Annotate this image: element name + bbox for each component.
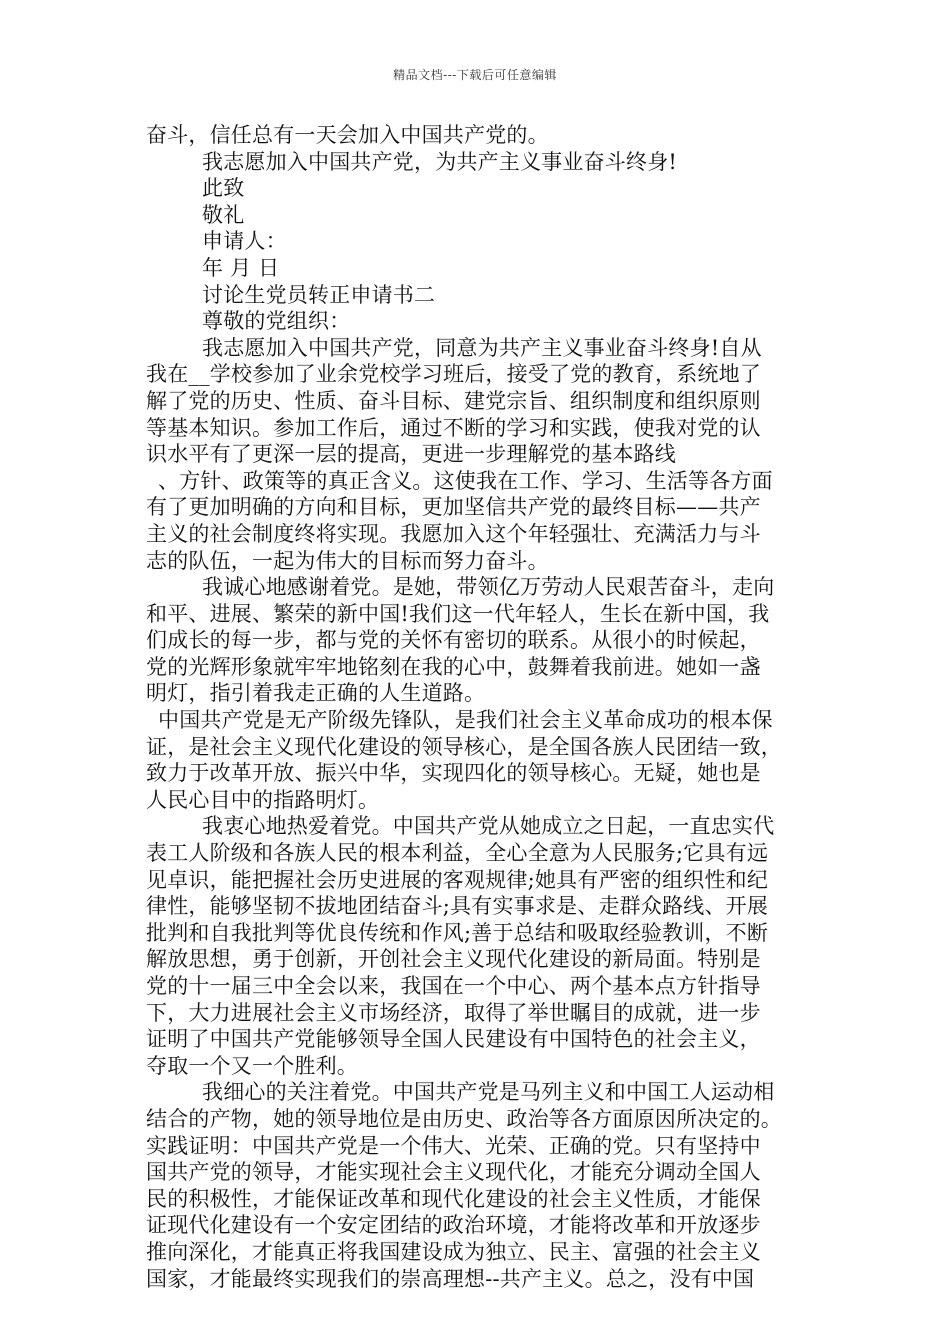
text-line: 主义的社会制度终将实现。我愿加入这个年轻强壮、充满活力与斗 bbox=[146, 521, 761, 546]
text-line: 我在__学校参加了业余党校学习班后，接受了党的教育，系统地了 bbox=[146, 362, 761, 387]
text-line: 等基本知识。参加工作后，通过不断的学习和实践，使我对党的认 bbox=[146, 415, 761, 440]
text-line: 党的十一届三中全会以来，我国在一个中心、两个基本点方针指导 bbox=[146, 974, 761, 998]
text-line: 奋斗，信任总有一天会加入中国共产党的。 bbox=[146, 123, 549, 147]
text-line: 解了党的历史、性质、奋斗目标、建党宗旨、组织制度和组织原则 bbox=[146, 388, 761, 413]
text-line: 年 月 日 bbox=[202, 255, 280, 280]
text-line: 尊敬的党组织： bbox=[202, 309, 351, 334]
text-line: 证现代化建设有一个安定团结的政治环境，才能将改革和开放逐步 bbox=[146, 1213, 761, 1238]
text-line: 下，大力进展社会主义市场经济，取得了举世瞩目的成就，进一步 bbox=[146, 1000, 761, 1025]
text-line: 见卓识，能把握社会历史进展的客观规律;她具有严密的组织性和纪 bbox=[146, 867, 769, 892]
text-line: 证明了中国共产党能够领导全国人民建设有中国特色的社会主义， bbox=[146, 1027, 761, 1052]
text-line: 民的积极性，才能保证改革和现代化建设的社会主义性质，才能保 bbox=[146, 1186, 761, 1211]
text-line: 讨论生党员转正申请书二 bbox=[202, 282, 436, 307]
text-line: 和平、进展、繁荣的新中国!我们这一代年轻人，生长在新中国，我 bbox=[146, 601, 770, 626]
text-line: 夺取一个又一个胜利。 bbox=[146, 1053, 358, 1078]
text-line: 中国共产党是无产阶级先锋队，是我们社会主义革命成功的根本保 bbox=[158, 708, 773, 733]
text-line: 证，是社会主义现代化建设的领导核心，是全国各族人民团结一致， bbox=[146, 734, 782, 759]
text-line: 识水平有了更深一层的提高，更进一步理解党的基本路线 bbox=[146, 442, 676, 467]
text-line: 国家，才能最终实现我们的崇高理想--共产主义。总之，没有中国 bbox=[146, 1266, 755, 1291]
text-line: 国共产党的领导，才能实现社会主义现代化，才能充分调动全国人 bbox=[146, 1160, 761, 1185]
text-line: 我衷心地热爱着党。中国共产党从她成立之日起，一直忠实代 bbox=[202, 814, 775, 839]
text-line: 此致 bbox=[202, 176, 245, 201]
text-line: 表工人阶级和各族人民的根本利益，全心全意为人民服务;它具有远 bbox=[146, 841, 769, 866]
text-line: 人民心目中的指路明灯。 bbox=[146, 787, 380, 812]
text-line: 实践证明：中国共产党是一个伟大、光荣、正确的党。只有坚持中 bbox=[146, 1133, 761, 1158]
text-line: 申请人： bbox=[202, 229, 287, 254]
text-line: 有了更加明确的方向和目标，更加坚信共产党的最终目标——共产 bbox=[146, 495, 761, 520]
text-line: 批判和自我批判等优良传统和作风;善于总结和吸取经验教训，不断 bbox=[146, 920, 769, 945]
text-line: 我诚心地感谢着党。是她，带领亿万劳动人民艰苦奋斗，走向 bbox=[202, 575, 775, 600]
text-line: 、方针、政策等的真正含义。这使我在工作、学习、生活等各方面 bbox=[158, 468, 773, 493]
text-line: 敬礼 bbox=[202, 202, 245, 227]
text-line: 明灯，指引着我走正确的人生道路。 bbox=[146, 681, 486, 706]
text-line: 致力于改革开放、振兴中华，实现四化的领导核心。无疑，她也是 bbox=[146, 761, 761, 786]
text-line: 律性，能够坚韧不拔地团结奋斗;具有实事求是、走群众路线、开展 bbox=[146, 894, 769, 919]
text-line: 志的队伍，一起为伟大的目标而努力奋斗。 bbox=[146, 548, 549, 573]
text-line: 们成长的每一步，都与党的关怀有密切的联系。从很小的时候起， bbox=[146, 628, 761, 653]
text-line: 党的光辉形象就牢牢地铭刻在我的心中，鼓舞着我前进。她如一盏 bbox=[146, 654, 761, 679]
text-line: 我细心的关注着党。中国共产党是马列主义和中国工人运动相 bbox=[202, 1080, 775, 1105]
text-line: 推向深化，才能真正将我国建设成为独立、民主、富强的社会主义 bbox=[146, 1239, 761, 1264]
text-line: 我志愿加入中国共产党，为共产主义事业奋斗终身! bbox=[202, 149, 678, 174]
page-header: 精品文档---下载后可任意编辑 bbox=[393, 68, 557, 82]
document-body bbox=[146, 122, 818, 1292]
text-line: 我志愿加入中国共产党，同意为共产主义事业奋斗终身!自从 bbox=[202, 335, 762, 360]
text-line: 解放思想，勇于创新，开创社会主义现代化建设的新局面。特别是 bbox=[146, 947, 761, 972]
text-line: 结合的产物，她的领导地位是由历史、政治等各方面原因所决定的。 bbox=[146, 1106, 782, 1131]
